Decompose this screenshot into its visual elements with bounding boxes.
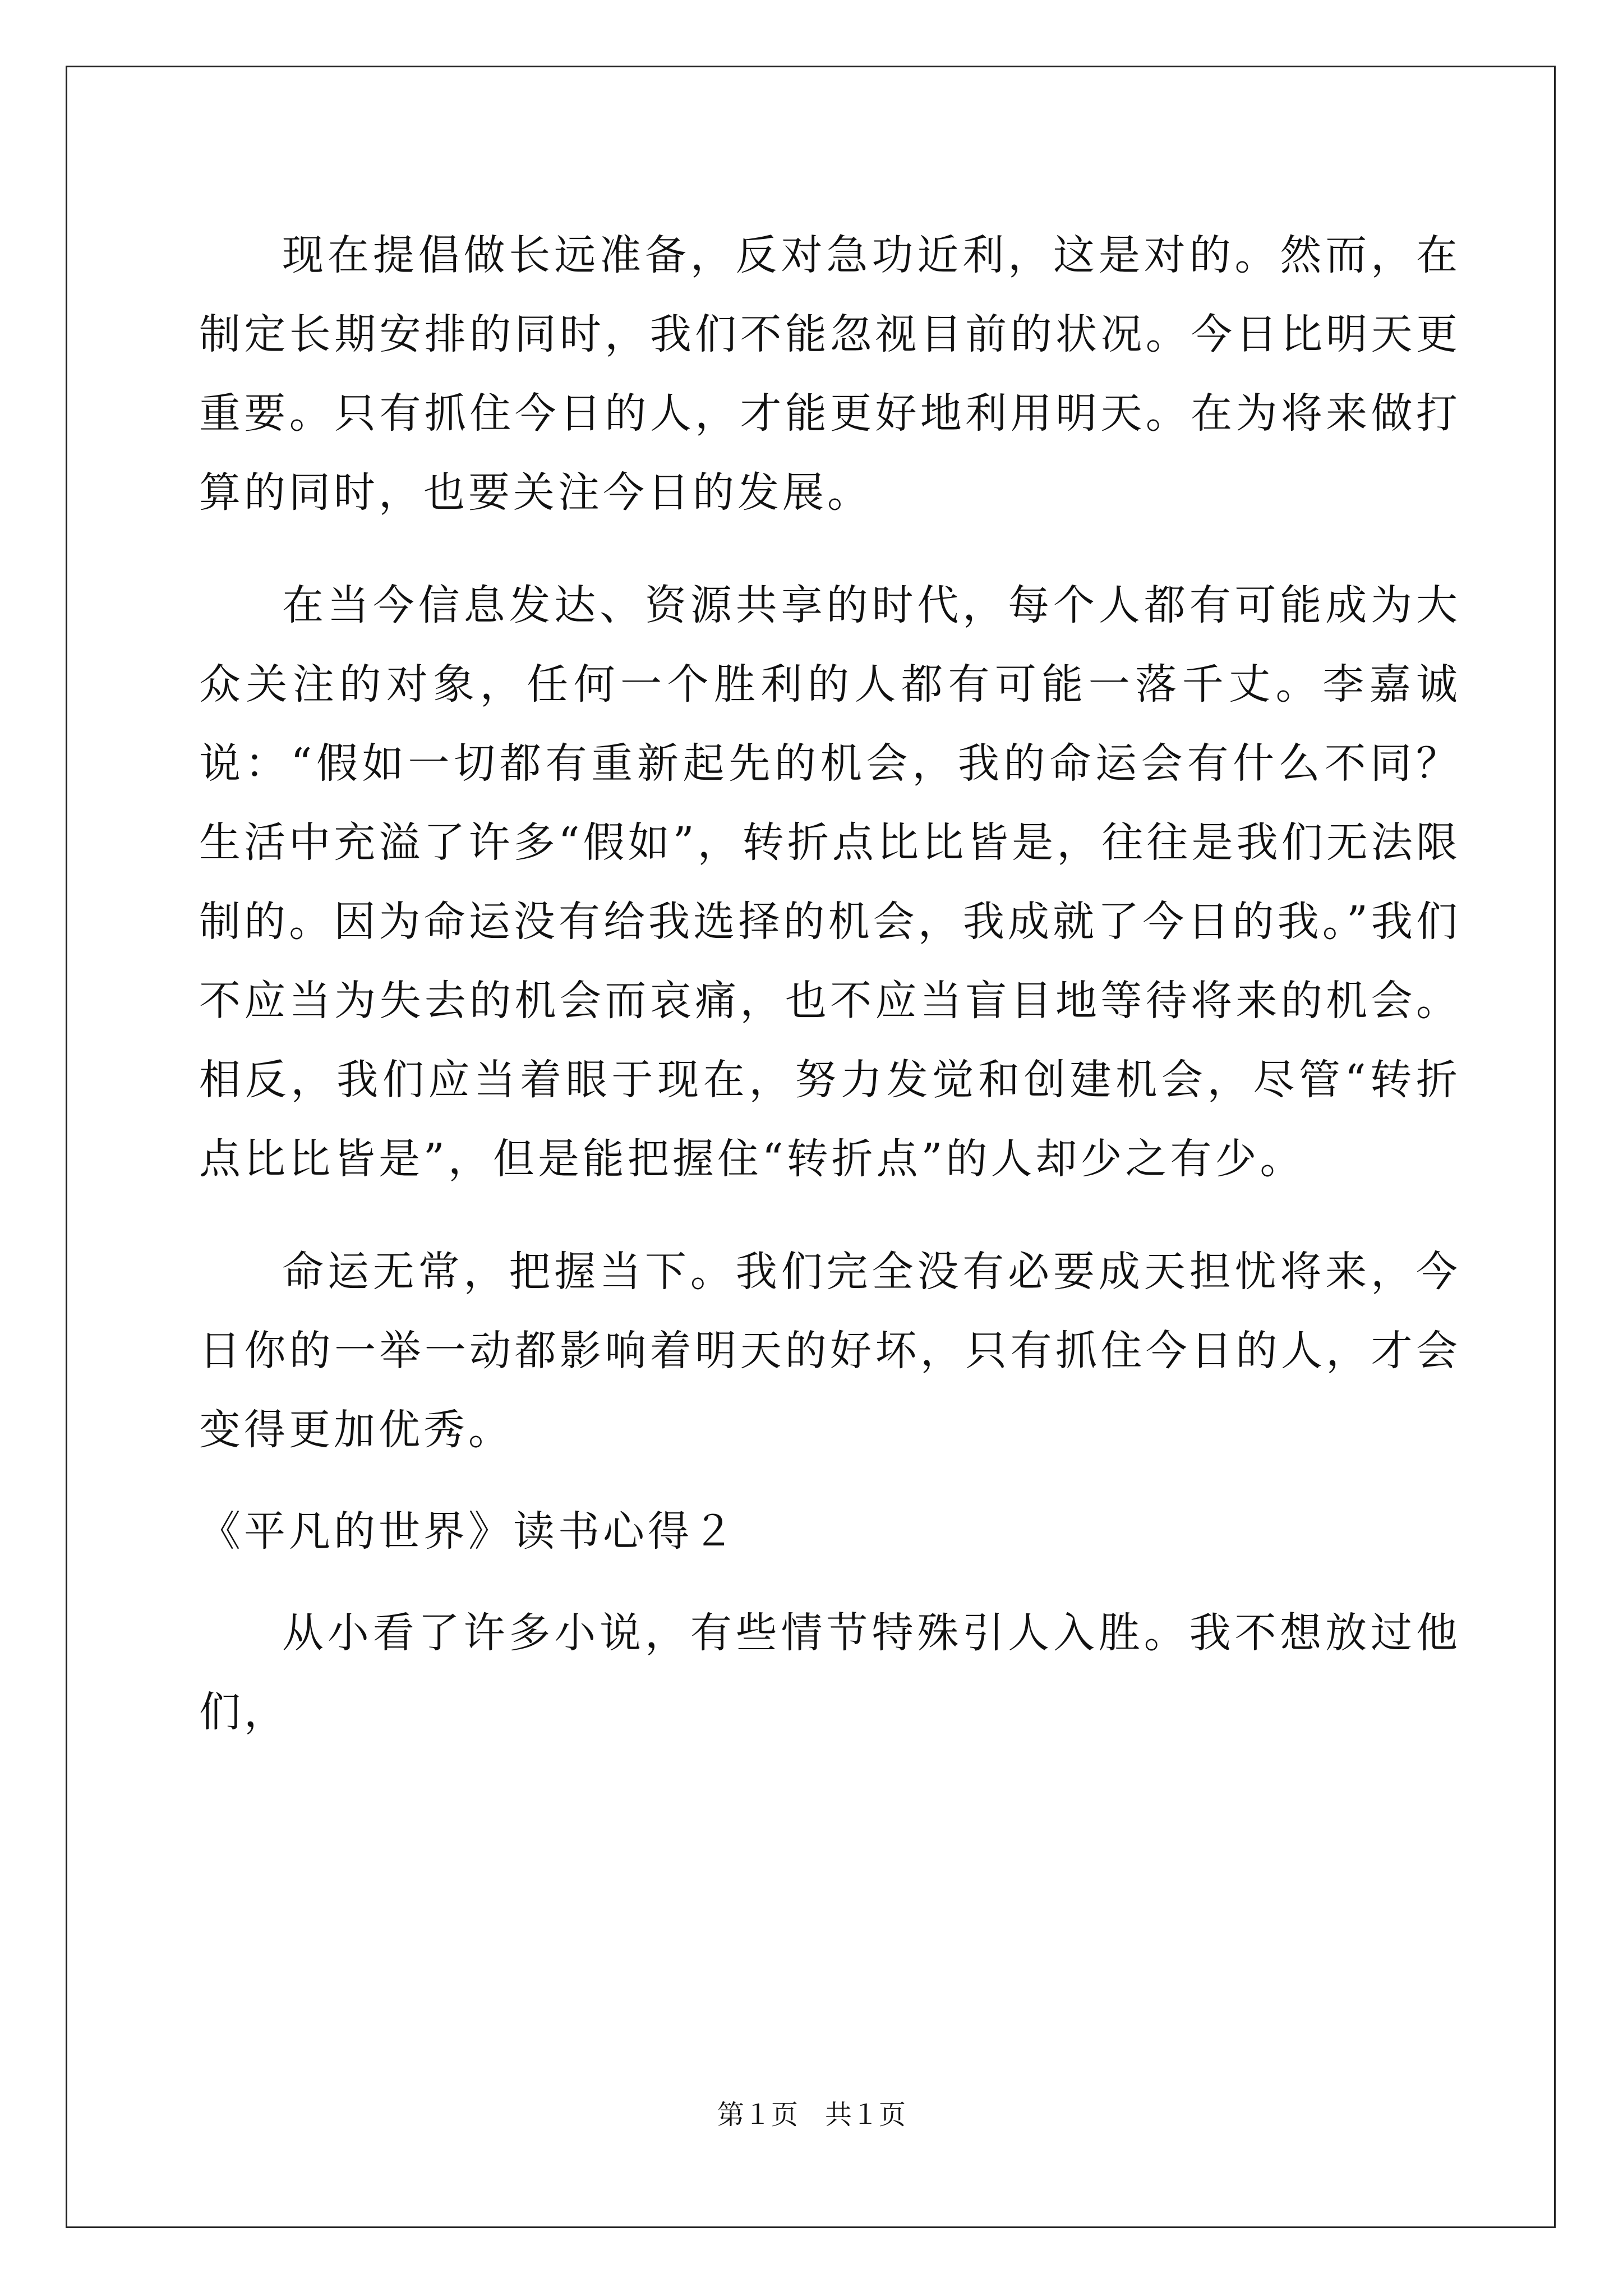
paragraph-1: 现在提倡做长远准备，反对急功近利，这是对的。然而，在制定长期安排的同时，我们不能忽视目前的状况。今日比明天更重要。只有抓住今日的人，才能更好地利用明天。在为将来做打算的同时，也要关注今日的发展。 bbox=[199, 231, 1461, 517]
document-body bbox=[199, 216, 1461, 1752]
page-number-label: 第１页 共１页 bbox=[717, 2099, 906, 2131]
section-heading: 《平凡的世界》读书心得２ bbox=[199, 1507, 737, 1556]
paragraph-2: 在当今信息发达、资源共享的时代，每个人都有可能成为大众关注的对象，任何一个胜利的人都有可能一落千丈。李嘉诚说：“假如一切都有重新起先的机会，我的命运会有什么不同？生活中充溢了许多“假如”，转折点比比皆是，往往是我们无法限制的。因为命运没有给我选择的机会，我成就了今日的我。”我们不应当为失去的机会而哀痛，也不应当盲目地等待将来的机会。相反，我们应当着眼于现在，努力发觉和创建机会，尽管“转折点比比皆是”，但是能把握住“转折点”的人却少之有少。 bbox=[199, 581, 1461, 1183]
paragraph-4: 从小看了许多小说，有些情节特殊引人入胜。我不想放过他们， bbox=[199, 1609, 1461, 1736]
paragraph-3: 命运无常，把握当下。我们完全没有必要成天担忧将来，今日你的一举一动都影响着明天的好坏，只有抓住今日的人，才会变得更加优秀。 bbox=[199, 1248, 1461, 1454]
page-footer bbox=[0, 2098, 1623, 2132]
